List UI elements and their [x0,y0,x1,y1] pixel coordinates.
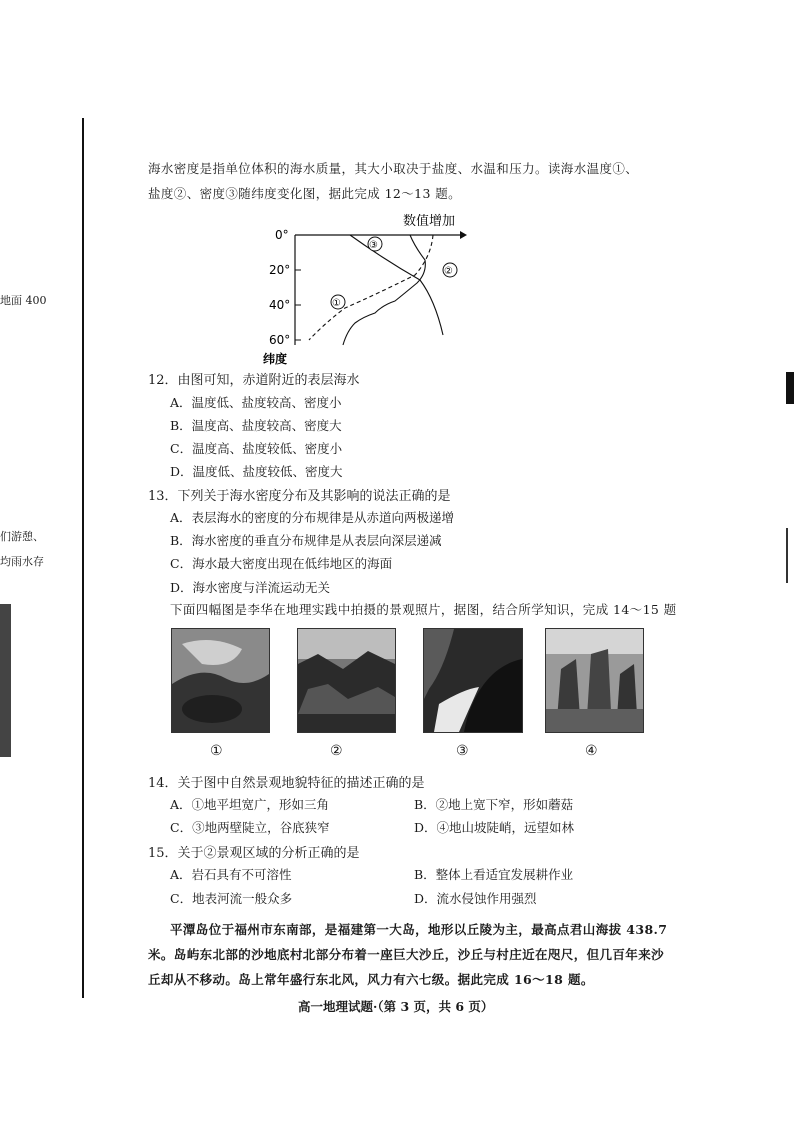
y-tick-label-20: 20° [269,263,291,277]
photo-label-1: ① [210,743,223,759]
q14-option-c: C．③地两壁陡立，谷底狭窄 [170,820,330,835]
left-fragment-3: 均雨水存 [0,555,44,568]
q13-option-d: D．海水密度与洋流运动无关 [170,580,331,595]
left-fragment-2: 们游憩、 [0,530,44,543]
binding-margin-line [82,118,84,998]
q15-option-d: D．流水侵蚀作用强烈 [414,891,537,906]
q15-stem: 15．关于②景观区域的分析正确的是 [148,846,360,861]
q14-stem: 14．关于图中自然景观地貌特征的描述正确的是 [148,776,425,791]
intro-3-line-2: 米。岛屿东北部的沙地底村北部分布着一座巨大沙丘，沙丘与村庄近在咫尺，但几百年来沙 [148,947,665,962]
q12-stem: 12．由图可知，赤道附近的表层海水 [148,373,360,388]
curve-density [350,235,443,335]
photo-label-4: ④ [585,743,598,759]
x-axis-arrow [460,231,467,239]
q12-option-d: D．温度低、盐度较低、密度大 [170,464,343,479]
right-edge-mark [786,372,794,404]
q12-option-b: B．温度高、盐度较高、密度大 [170,418,342,433]
q13-option-c: C．海水最大密度出现在低纬地区的海面 [170,556,393,571]
q14-option-a: A．①地平坦宽广，形如三角 [170,797,330,812]
intro-3-line-1: 平潭岛位于福州市东南部，是福建第一大岛，地形以丘陵为主，最高点君山海拔 438.7 [170,922,668,937]
curve-label-3: ③ [369,240,378,251]
q14-option-b: B．②地上宽下窄，形如蘑菇 [414,797,574,812]
photo-3 [423,628,523,733]
q15-option-b: B．整体上看适宜发展耕作业 [414,867,574,882]
q12-option-c: C．温度高、盐度较低、密度小 [170,441,343,456]
photo-label-3: ③ [456,743,469,759]
y-tick-label-40: 40° [269,298,291,312]
photo-4 [545,628,644,733]
y-axis-label: 纬度 [263,352,288,366]
chart-top-label: 数值增加 [403,214,456,229]
photo-1 [171,628,270,733]
intro-2: 下面四幅图是李华在地理实践中拍摄的景观照片，据图，结合所学知识，完成 14～15 题 [170,602,677,617]
y-tick-label-0: 0° [275,228,289,242]
intro-3-line-3: 丘却从不移动。岛上常年盛行东北风，风力有六七级。据此完成 16～18 题。 [148,972,594,987]
curve-label-1: ① [332,298,341,309]
q15-option-a: A．岩石具有不可溶性 [170,867,292,882]
photo-2 [297,628,396,733]
q13-option-a: A．表层海水的密度的分布规律是从赤道向两极递增 [170,510,455,525]
right-edge-tick [786,528,788,583]
page-footer: 高一地理试题·（第 3 页，共 6 页） [298,999,494,1014]
q14-option-d: D．④地山坡陡峭，远望如林 [414,820,575,835]
curve-label-2: ② [444,266,453,277]
intro-1-line-2: 盐度②、密度③随纬度变化图，据此完成 12～13 题。 [148,186,462,201]
left-fragment-1: 地面 400 [0,294,47,307]
left-photo-fragment [0,604,11,757]
y-tick-label-60: 60° [269,333,291,347]
intro-1-line-1: 海水密度是指单位体积的海水质量，其大小取决于盐度、水温和压力。读海水温度①、 [148,161,639,176]
q12-option-a: A．温度低、盐度较高、密度小 [170,395,342,410]
q13-stem: 13．下列关于海水密度分布及其影响的说法正确的是 [148,489,451,504]
density-chart [255,205,475,370]
q13-option-b: B．海水密度的垂直分布规律是从表层向深层递减 [170,533,442,548]
q15-option-c: C．地表河流一般众多 [170,891,293,906]
photo-label-2: ② [330,743,343,759]
